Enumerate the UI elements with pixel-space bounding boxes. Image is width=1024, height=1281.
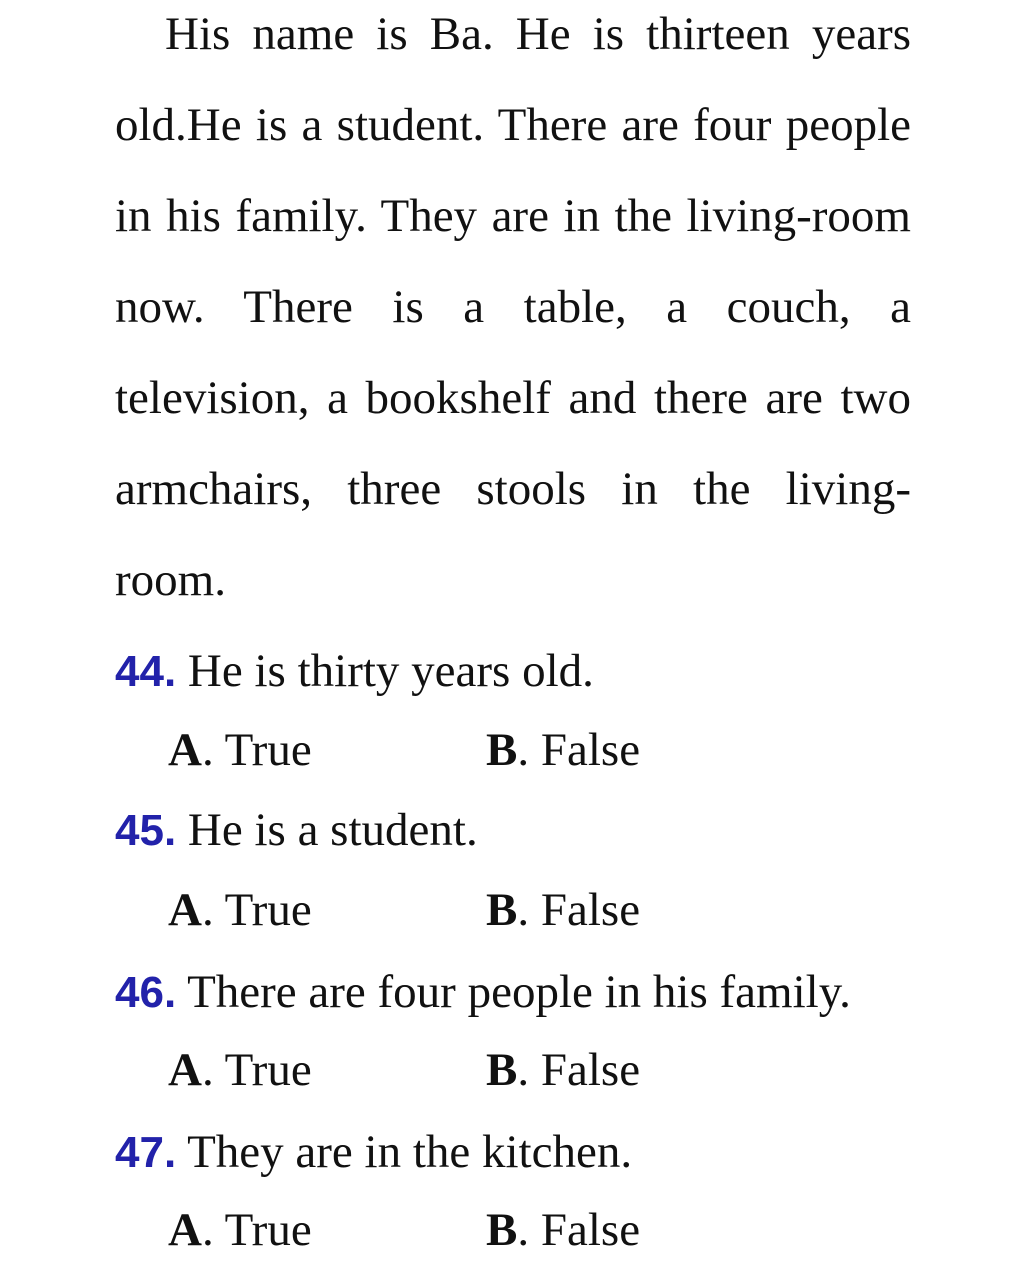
option-a[interactable] [168,720,312,780]
option-label: . True [201,1044,312,1096]
question-text: He is a student. [187,804,478,856]
option-letter: B [486,1044,518,1096]
option-b[interactable] [486,1200,640,1260]
passage-line: television, a bookshelf and there are two [115,372,911,424]
option-a[interactable] [168,880,312,940]
passage-line: now. There is a table, a couch, a [115,281,911,333]
option-letter: A [168,1044,202,1096]
question-text: He is thirty years old. [187,645,594,697]
option-label: . False [517,884,641,936]
question-47 [115,1122,632,1182]
option-a[interactable] [168,1040,312,1100]
question-number: 47. [115,1128,177,1177]
option-label: . False [517,1204,641,1256]
option-a[interactable] [168,1200,312,1260]
option-letter: B [486,724,518,776]
question-46 [115,962,851,1022]
option-label: . True [201,724,312,776]
option-label: . False [517,724,641,776]
passage-line: armchairs, three stools in the living- [115,463,911,515]
question-44 [115,641,594,701]
option-b[interactable] [486,1040,640,1100]
question-number: 45. [115,806,177,855]
option-letter: A [168,724,202,776]
option-letter: B [486,1204,518,1256]
option-b[interactable] [486,720,640,780]
question-45 [115,800,478,860]
option-label: . False [517,1044,641,1096]
option-letter: B [486,884,518,936]
option-label: . True [201,1204,312,1256]
option-b[interactable] [486,880,640,940]
option-letter: A [168,884,202,936]
option-label: . True [201,884,312,936]
question-text: They are in the kitchen. [187,1126,633,1178]
question-number: 44. [115,647,177,696]
option-letter: A [168,1204,202,1256]
passage-line: old.He is a student. There are four people [115,99,911,151]
question-number: 46. [115,968,177,1017]
passage-line: room. [115,554,226,606]
passage-line: His name is Ba. He is thirteen years [165,8,911,60]
question-text: There are four people in his family. [187,966,851,1018]
passage-line: in his family. They are in the living-room [115,190,911,242]
